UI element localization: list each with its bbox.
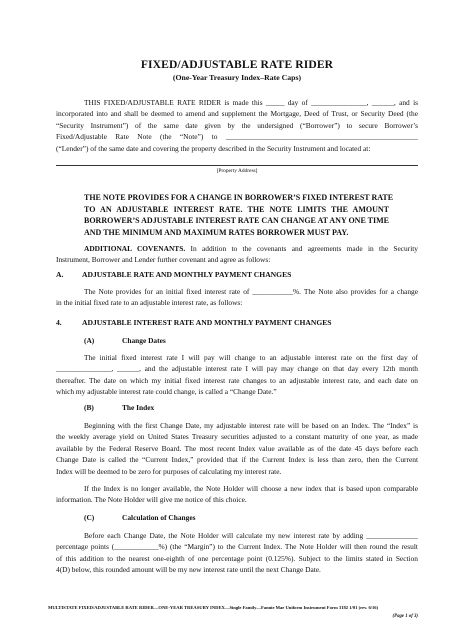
calculation-of-changes-heading	[84, 513, 446, 522]
sub-a-number: (A)	[84, 336, 95, 345]
section-a-line: in the initial fixed rate to an adjustable interest rate, as follows:	[56, 298, 243, 308]
notice-line: AND THE MINIMUM AND MAXIMUM RATES BORROWER MUST PAY.	[84, 227, 349, 237]
change-dates-heading	[84, 336, 446, 345]
calculation-paragraph	[56, 530, 418, 576]
property-address-caption: [Property Address]	[216, 168, 258, 174]
document-subtitle: (One-Year Treasury Index–Rate Caps)	[172, 73, 302, 82]
additional-covenants-lead: ADDITIONAL COVENANTS.	[84, 244, 186, 253]
intro-paragraph	[56, 97, 418, 154]
the-index-line: Change Date is called the “Current Index,” provided that if the Current Index is less than zero, then the Current	[56, 455, 418, 465]
section-a-title: ADJUSTABLE RATE AND MONTHLY PAYMENT CHANGES	[82, 270, 292, 279]
the-index-line: available by the Federal Reserve Board. The most recent Index value available as of the date 45 days before each	[56, 443, 418, 453]
calculation-line: Before each Change Date, the Note Holder will calculate my new interest rate by adding ______________	[84, 531, 418, 540]
sub-b-title: The Index	[122, 403, 155, 412]
intro-line: incorporated into and shall be deemed to amend and supplement the Mortgage, Deed of Trust, or Security Deed (the	[56, 109, 418, 119]
sub-b-number: (B)	[84, 403, 94, 412]
document-title: FIXED/ADJUSTABLE RATE RIDER	[140, 58, 334, 71]
change-dates-line: thereafter. The date on which my initial fixed interest rate changes to an adjustable interest rate, and each date on	[56, 375, 418, 385]
section-a-number: A.	[56, 270, 64, 279]
the-index-line: the weekly average yield on United States Treasury securities adjusted to a constant maturity of one year, as made	[56, 432, 418, 442]
sub-c-number: (C)	[84, 513, 95, 522]
the-index-line: Beginning with the first Change Date, my adjustable interest rate will be based on an Index. The “Index” is	[84, 421, 418, 430]
sub-c-title: Calculation of Changes	[122, 513, 196, 522]
calculation-line: of this addition to the nearest one-eighth of one percentage point (0.125%). Subject to the limits stated in Section	[56, 553, 418, 563]
intro-line: (“Lender”) of the same date and covering the property described in the Security Instrument and located at:	[56, 143, 371, 153]
section-4-heading	[56, 318, 418, 327]
notice-line: THE NOTE PROVIDES FOR A CHANGE IN BORROWER’S FIXED INTEREST RATE	[84, 193, 394, 202]
covenants-line: In addition to the covenants and agreements made in the Security	[190, 244, 418, 253]
section-4-title: ADJUSTABLE INTEREST RATE AND MONTHLY PAYMENT CHANGES	[82, 318, 332, 327]
calculation-line: percentage points (____________%) (the “Margin”) to the Current Index. The Note Holder will then round the result	[56, 542, 418, 552]
index-replacement-paragraph	[56, 483, 418, 506]
index-replacement-line: If the Index is no longer available, the Note Holder will choose a new index that is based upon comparable	[84, 484, 418, 493]
the-index-line: Index will be deemed to be zero for purposes of calculating my interest rate.	[56, 466, 282, 476]
the-index-paragraph	[56, 420, 418, 477]
notice-line: BORROWER’S ADJUSTABLE INTEREST RATE CAN CHANGE AT ANY ONE TIME	[84, 216, 389, 226]
form-footer: MULTISTATE FIXED/ADJUSTABLE RATE RIDER—ONE-YEAR TREASURY INDEX—Single Family—Fannie Mae Uniform Instrument Form 3182 1/01 (rev. 6/16)	[48, 605, 379, 610]
change-dates-line: which my adjustable interest rate could change, is called a “Change Date.”	[56, 387, 277, 397]
adjustable-rate-notice	[84, 192, 394, 238]
covenants-line: Instrument, Borrower and Lender further covenant and agree as follows:	[56, 255, 271, 265]
page-number: (Page 1 of 3)	[392, 614, 418, 619]
property-address-line	[56, 165, 418, 166]
section-a-line: The Note provides for an initial fixed interest rate of ___________%. The Note also provides for a change	[84, 287, 418, 296]
section-4-number: 4.	[56, 318, 62, 327]
change-dates-line: _______________, ______, and the adjustable interest rate I will pay may change on that day every 12th month	[56, 364, 418, 374]
intro-line: “Security Instrument”) of the same date given by the undersigned (“Borrower”) to secure Borrower’s	[56, 120, 418, 130]
index-replacement-line: information. The Note Holder will give me notice of this choice.	[56, 495, 247, 505]
change-dates-line: The initial fixed interest rate I will pay will change to an adjustable interest rate on the first day of	[84, 353, 418, 362]
additional-covenants-paragraph	[56, 243, 418, 266]
notice-line: TO AN ADJUSTABLE INTEREST RATE. THE NOTE LIMITS THE AMOUNT	[84, 204, 389, 214]
intro-line: THIS FIXED/ADJUSTABLE RATE RIDER is made this _____ day of _______________, ______, and is	[84, 98, 418, 107]
calculation-line: 4(D) below, this rounded amount will be my new interest rate until the next Change Date.	[56, 565, 321, 575]
change-dates-paragraph	[56, 352, 418, 398]
the-index-heading	[84, 403, 446, 412]
section-a-paragraph	[56, 286, 418, 309]
intro-line: Fixed/Adjustable Rate Note (the “Note”) to ____________________________________________________	[56, 132, 418, 142]
section-a-heading	[56, 270, 418, 279]
sub-a-title: Change Dates	[122, 336, 166, 345]
